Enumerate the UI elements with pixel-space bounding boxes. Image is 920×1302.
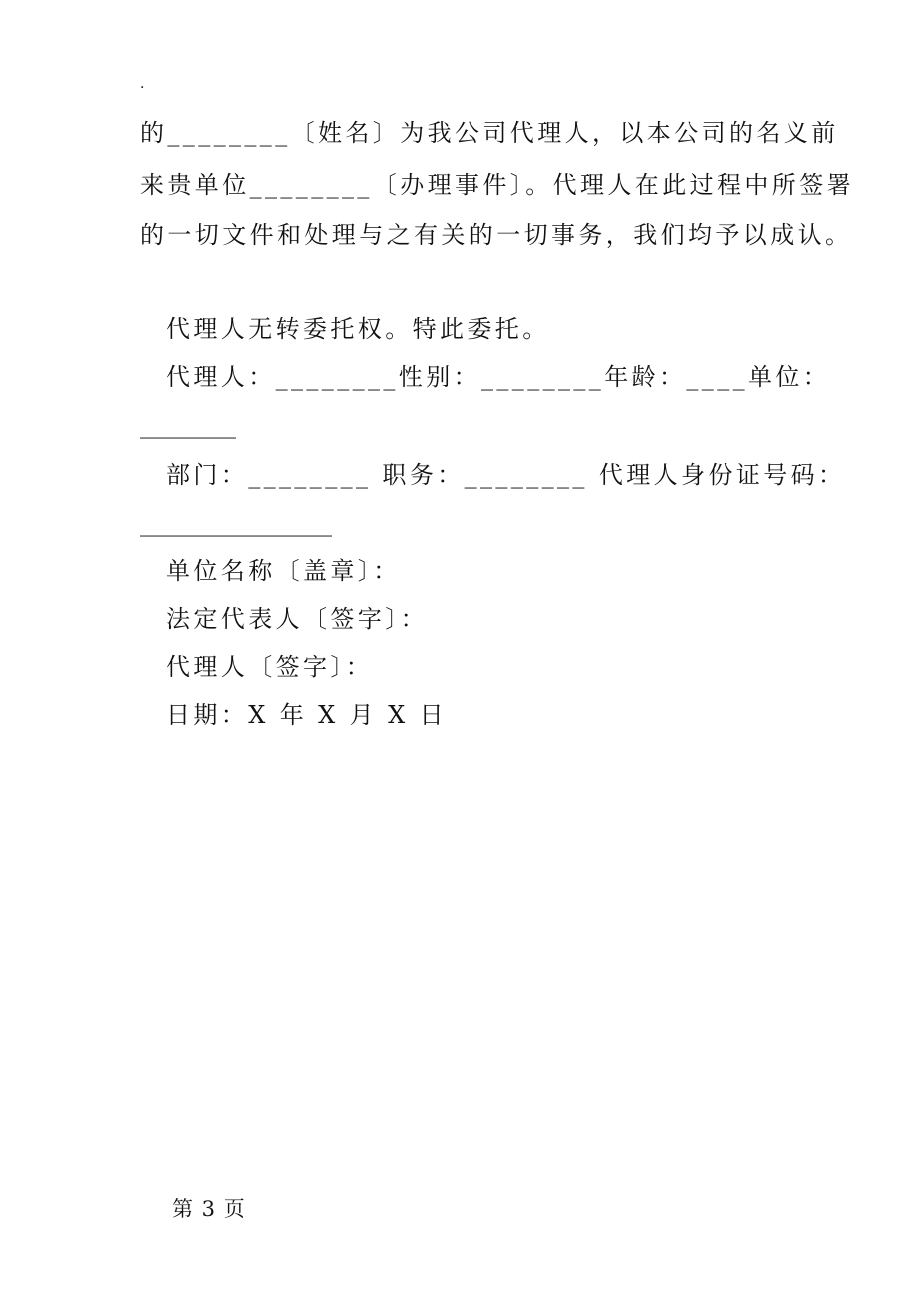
body-line-1: 的________〔姓名〕为我公司代理人，以本公司的名义前 — [140, 119, 839, 147]
agent-info-line: 代理人：________性别：________年龄：____单位： — [166, 363, 831, 391]
legal-representative-signature-line: 法定代表人〔签字〕： — [166, 605, 428, 633]
body-line-3: 的一切文件和处理与之有关的一切事务，我们均予以成认。 — [140, 221, 853, 249]
page-number: 第 3 页 — [172, 1197, 246, 1221]
date-line: 日期：X 年 X 月 X 日 — [166, 701, 448, 729]
no-subdelegation-line: 代理人无转委托权。特此委托。 — [166, 315, 550, 343]
body-line-2: 来贵单位________〔办理事件〕。代理人在此过程中所签署 — [140, 171, 854, 199]
top-mark: . — [140, 76, 145, 92]
agent-signature-line: 代理人〔签字〕： — [166, 653, 374, 681]
id-number-blank: ________________ — [140, 509, 332, 537]
department-position-line: 部门：________ 职务：________ 代理人身份证号码： — [166, 461, 846, 489]
agent-unit-blank: ________ — [140, 411, 236, 439]
seal-line: 单位名称〔盖章〕： — [166, 557, 401, 585]
